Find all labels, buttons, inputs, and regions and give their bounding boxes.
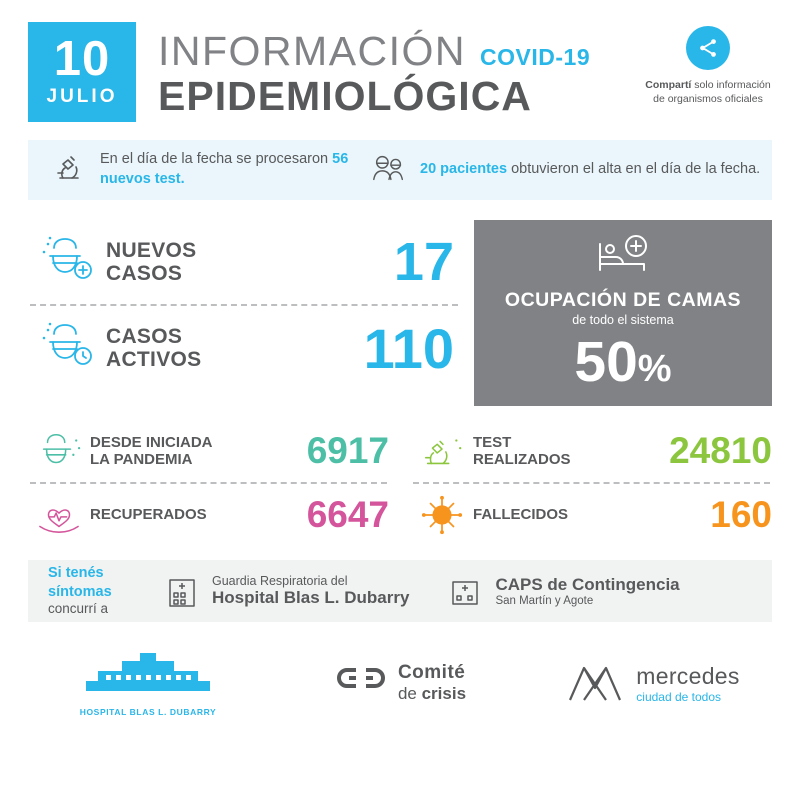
place-hospital-text (212, 574, 409, 608)
mercedes-logo-text (636, 663, 739, 704)
masked-person-plus-icon (28, 232, 106, 292)
banner-discharged-post: obtuvieron el alta en el día de la fecha. (507, 161, 761, 178)
place-caps-text (495, 575, 679, 607)
stat-active-cases-label-2: ACTIVOS (106, 348, 202, 371)
beds-value-number: 50 (574, 329, 638, 394)
date-month: JULIO (46, 86, 118, 108)
banner-tests-pre: En el día de la fecha se procesaron (100, 151, 333, 168)
comite-logo-line2 (398, 684, 466, 704)
lab-test-icon (411, 429, 473, 473)
place-caps (443, 572, 679, 610)
beds-value-unit: % (637, 347, 672, 390)
stat-new-cases-label (106, 239, 394, 285)
main-stats (28, 220, 772, 406)
stat-recovered-label: RECUPERADOS (90, 506, 207, 524)
hospital-building-icon (160, 572, 204, 610)
virus-icon (411, 493, 473, 537)
page-title-line2: EPIDEMIOLÓGICA (158, 73, 532, 119)
stat-since-pandemic (28, 420, 389, 482)
place-caps-main: CAPS de Contingencia (495, 575, 680, 594)
comite-de-crisis-logo (268, 662, 532, 704)
patients-icon (370, 152, 408, 189)
microscope-icon (50, 151, 88, 190)
stat-since-pandemic-label (90, 434, 307, 469)
main-stats-right (474, 220, 772, 406)
share-text-bold: Compartí (645, 79, 692, 91)
logo-bar (28, 638, 772, 728)
date-day: 10 (53, 31, 111, 86)
share-text-rest: solo información de organismos oficiales (653, 79, 771, 106)
stat-deaths (411, 484, 772, 546)
comite-logo-text (398, 662, 466, 704)
banner-item-discharged (358, 152, 760, 189)
stat-new-cases-label-1: NUEVOS (106, 238, 197, 262)
stat-active-cases-label (106, 325, 364, 371)
place-hospital (160, 572, 409, 610)
symptoms-text-rest: concurrí a (48, 600, 109, 616)
banner-discharged-highlight: 20 pacientes (420, 161, 508, 178)
stat-deaths-value: 160 (710, 494, 772, 535)
clinic-building-icon (443, 572, 487, 610)
stat-tests-done-label (473, 434, 669, 469)
symptoms-info-bar (28, 560, 772, 622)
place-hospital-top: Guardia Respiratoria del (212, 574, 348, 588)
title-block (158, 22, 644, 120)
stat-active-cases-label-1: CASOS (106, 324, 183, 348)
beds-title: OCUPACIÓN DE CAMAS (504, 288, 742, 311)
stat-deaths-label: FALLECIDOS (473, 506, 569, 524)
main-stats-left (28, 220, 460, 406)
comite-logo-line1: Comité (397, 662, 466, 683)
stat-tests-done (411, 420, 772, 482)
stat-active-cases-value: 110 (363, 316, 454, 380)
secondary-right-column (397, 420, 772, 546)
secondary-left-column (28, 420, 397, 546)
secondary-stats (28, 420, 772, 546)
banner-tests-highlight: 56 nuevos test. (100, 151, 349, 187)
stat-new-cases (28, 220, 460, 304)
stat-active-cases (28, 306, 460, 390)
banner-text-tests (100, 150, 358, 189)
stat-new-cases-label-2: CASOS (106, 262, 183, 285)
page-title-line1: INFORMACIÓN (158, 28, 467, 74)
share-block (644, 22, 772, 106)
beds-subtitle: de todo el sistema (572, 312, 674, 327)
stat-new-cases-value: 17 (393, 232, 454, 292)
banner-item-tests (28, 150, 358, 189)
share-icon[interactable] (686, 26, 730, 70)
summary-banner (28, 140, 772, 200)
beds-value (574, 329, 671, 395)
masked-face-icon (28, 429, 90, 473)
header (0, 0, 800, 132)
symptoms-text (48, 564, 144, 617)
stat-tests-done-value: 24810 (669, 430, 772, 471)
masked-person-clock-icon (28, 318, 106, 378)
stat-since-pandemic-label-1: DESDE INICIADA (90, 433, 213, 451)
symptoms-text-bold: Si tenés síntomas (48, 565, 112, 600)
place-caps-sub: San Martín y Agote (495, 595, 594, 607)
comite-logo-line2-bold: crisis (421, 684, 467, 703)
stat-recovered-value: 6647 (306, 494, 389, 535)
banner-text-discharged (420, 160, 760, 180)
comite-logo-line2-thin: de (397, 684, 422, 703)
hospital-logo (28, 649, 268, 717)
share-text (644, 78, 772, 106)
stat-tests-done-label-1: TEST (473, 433, 512, 451)
page-title-covid: COVID-19 (480, 44, 591, 70)
stat-tests-done-label-2: REALIZADOS (473, 451, 571, 468)
beds-occupancy-card (474, 220, 772, 406)
mercedes-logo (532, 660, 772, 706)
place-hospital-main: Hospital Blas L. Dubarry (212, 588, 410, 607)
stat-since-pandemic-label-2: LA PANDEMIA (90, 451, 193, 468)
hospital-bed-icon (592, 232, 654, 283)
stat-since-pandemic-value: 6917 (306, 430, 389, 471)
date-badge (28, 22, 136, 122)
mercedes-logo-line2: ciudad de todos (636, 689, 722, 704)
mercedes-logo-line1: mercedes (636, 662, 740, 689)
stat-recovered (28, 484, 389, 546)
heart-hand-icon (28, 494, 90, 536)
hospital-logo-caption: HOSPITAL BLAS L. DUBARRY (79, 707, 217, 717)
